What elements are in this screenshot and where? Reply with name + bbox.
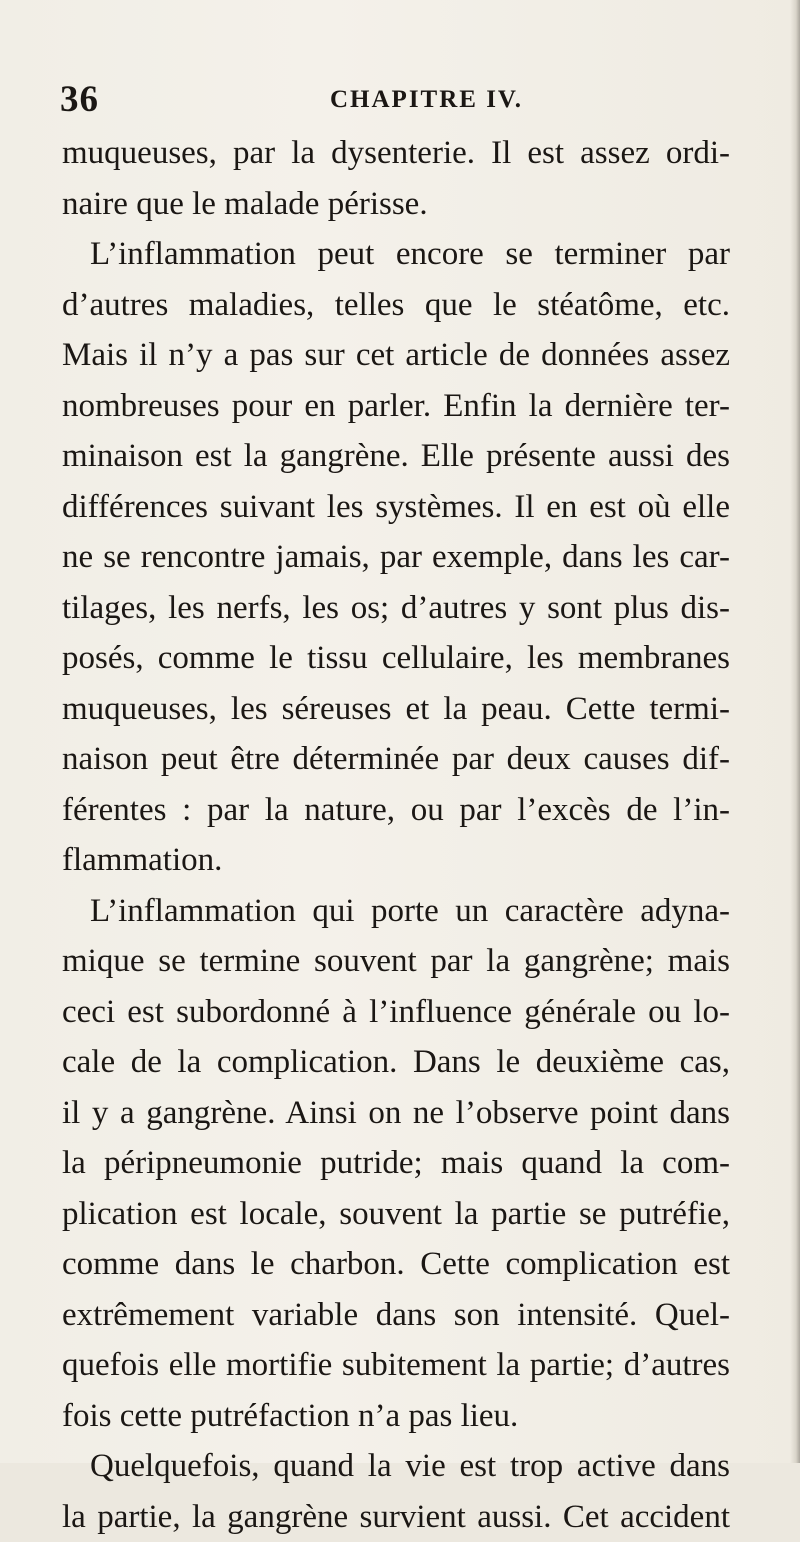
text-line: extrêmement variable dans son intensité. Quel- (62, 1290, 730, 1341)
text-line: plication est locale, souvent la partie se putréfie, (62, 1189, 730, 1240)
text-line: ceci est subordonné à l’influence générale ou lo- (62, 987, 730, 1038)
text-line: Quelquefois, quand la vie est trop active dans (62, 1441, 730, 1492)
text-line: différences suivant les systèmes. Il en est où elle (62, 482, 730, 533)
text-line: la partie, la gangrène survient aussi. Cet accident (62, 1492, 730, 1542)
text-line: muqueuses, par la dysenterie. Il est assez ordi- (62, 128, 730, 179)
text-line: mique se termine souvent par la gangrène; mais (62, 936, 730, 987)
page-number: 36 (60, 78, 99, 121)
text-line: cale de la complication. Dans le deuxième cas, (62, 1037, 730, 1088)
text-line: L’inflammation qui porte un caractère adyna- (62, 886, 730, 937)
text-line: férentes : par la nature, ou par l’excès de l’in- (62, 785, 730, 836)
text-line: minaison est la gangrène. Elle présente aussi des (62, 431, 730, 482)
text-line: flammation. (62, 835, 730, 886)
text-line: d’autres maladies, telles que le stéatôme, etc. (62, 280, 730, 331)
text-line: naison peut être déterminée par deux causes dif- (62, 734, 730, 785)
page-edge-shadow (790, 0, 800, 1463)
running-title: CHAPITRE IV. (330, 86, 523, 114)
text-line: fois cette putréfaction n’a pas lieu. (62, 1391, 730, 1442)
text-line: quefois elle mortifie subitement la partie; d’autres (62, 1340, 730, 1391)
text-line: il y a gangrène. Ainsi on ne l’observe point dans (62, 1088, 730, 1139)
text-line: ne se rencontre jamais, par exemple, dans les car- (62, 532, 730, 583)
body-text (62, 128, 730, 1542)
text-line: tilages, les nerfs, les os; d’autres y sont plus dis- (62, 583, 730, 634)
text-line: posés, comme le tissu cellulaire, les membranes (62, 633, 730, 684)
text-line: comme dans le charbon. Cette complication est (62, 1239, 730, 1290)
text-line: naire que le malade périsse. (62, 179, 730, 230)
text-line: nombreuses pour en parler. Enfin la dernière ter- (62, 381, 730, 432)
page-header (60, 78, 720, 118)
text-line: muqueuses, les séreuses et la peau. Cette termi- (62, 684, 730, 735)
text-line: L’inflammation peut encore se terminer par (62, 229, 730, 280)
text-line: Mais il n’y a pas sur cet article de données assez (62, 330, 730, 381)
text-line: la péripneumonie putride; mais quand la com- (62, 1138, 730, 1189)
